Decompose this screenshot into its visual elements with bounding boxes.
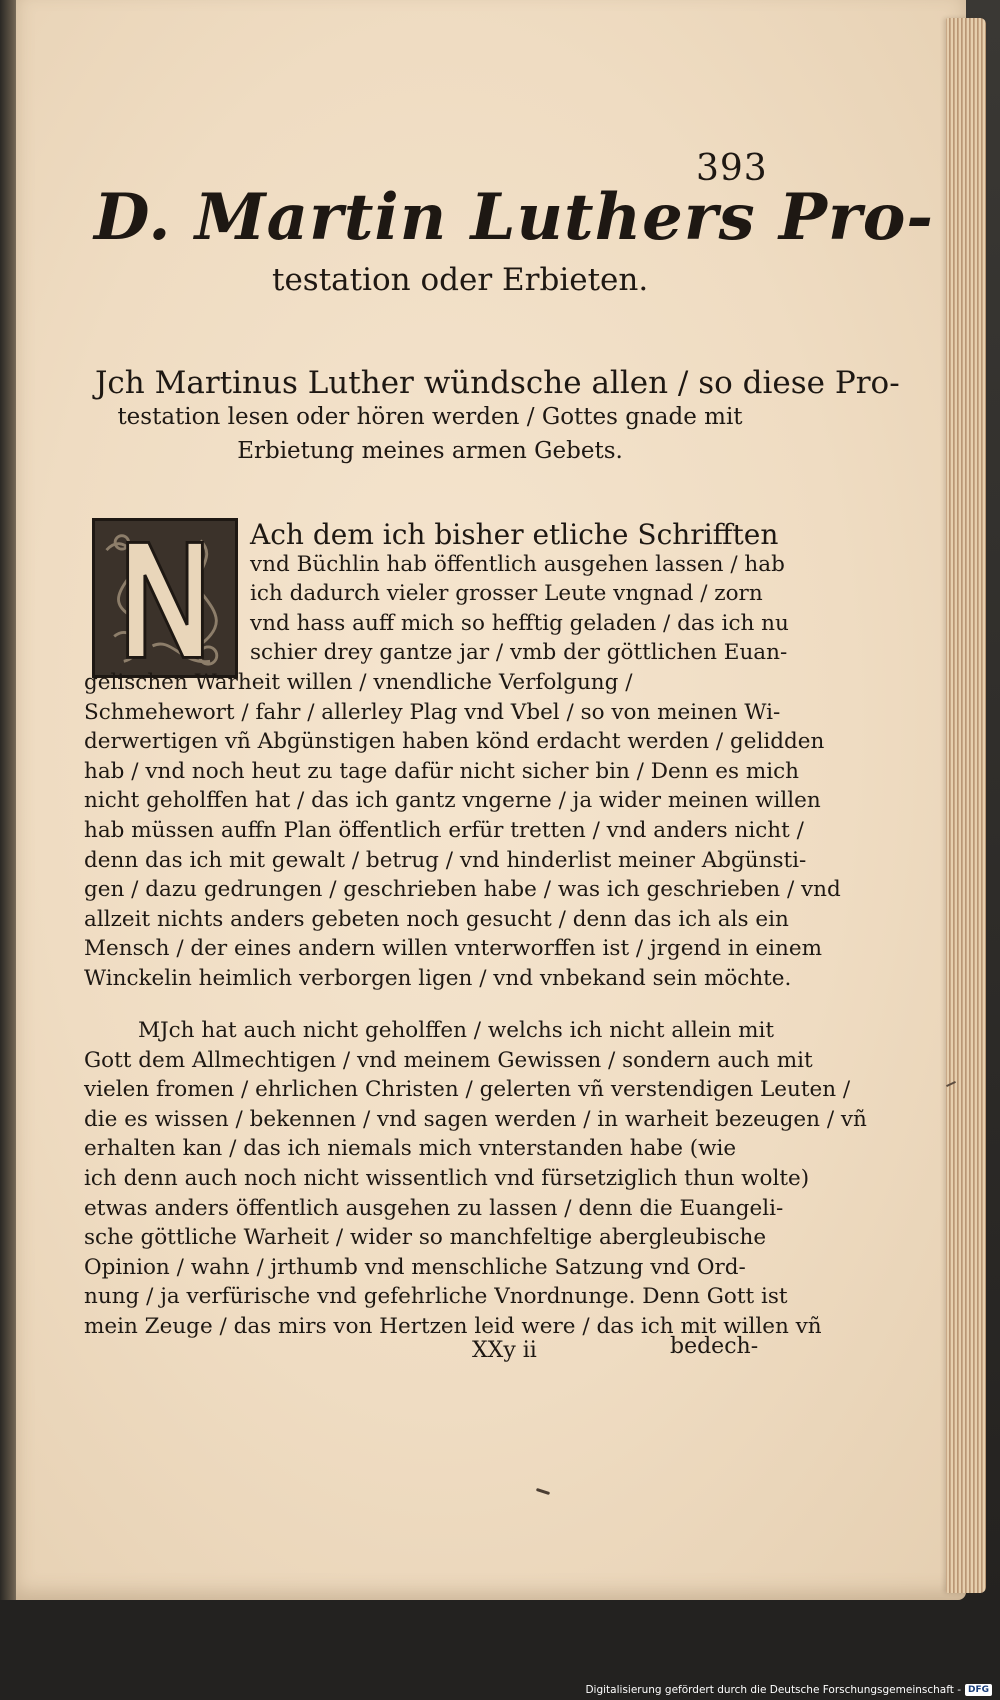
text-line: hab / vnd noch heut zu tage dafür nicht sicher bin / Denn es mich [84, 758, 799, 784]
catchword: bedech- [670, 1334, 759, 1359]
text-line: ich denn auch noch nicht wissentlich vnd fürsetziglich thun wolte) [84, 1165, 810, 1191]
text-line: MJch hat auch nicht geholffen / welchs ich nicht allein mit [138, 1018, 775, 1043]
text-line: Winckelin heimlich verborgen ligen / vnd vnbekand sein möchte. [84, 965, 792, 991]
page-stack-edge [946, 18, 986, 1593]
text-line: allzeit nichts anders gebeten noch gesucht / denn das ich als ein [84, 906, 789, 932]
text-line: schier drey gantze jar / vmb der göttlichen Euan- [250, 640, 788, 666]
text-line: vielen fromen / ehrlichen Christen / gelerten vñ verstendigen Leuten / [84, 1077, 851, 1103]
text-line: Gott dem Allmechtigen / vnd meinem Gewissen / sondern auch mit [84, 1047, 813, 1073]
paragraph-2 [84, 1016, 867, 1342]
title-line-1: D. Martin Luthers Pro- [94, 180, 934, 255]
text-line: nicht geholffen hat / das ich gantz vngerne / ja wider meinen willen [84, 788, 821, 814]
subheading-line: testation lesen oder hören werden / Gottes gnade mit [117, 404, 743, 430]
dfg-logo: DFG [965, 1684, 992, 1696]
page-number: 393 [696, 148, 768, 189]
text-line: vnd hass auff mich so hefftig geladen / das ich nu [250, 610, 789, 636]
subheading [95, 365, 900, 468]
text-line: sche göttliche Warheit / wider so manchfeltige abergleubische [84, 1225, 767, 1251]
digitization-credit [585, 1684, 992, 1696]
paragraph-1 [84, 668, 841, 994]
text-line: gelischen Warheit willen / vnendliche Verfolgung / [84, 670, 633, 695]
text-line: ich dadurch vieler grosser Leute vngnad / zorn [250, 581, 763, 607]
text-line: erhalten kan / das ich niemals mich vnterstanden habe (wie [84, 1136, 737, 1162]
text-line: nung / ja verfürische vnd gefehrliche Vnordnunge. Denn Gott ist [84, 1284, 788, 1310]
text-line: derwertigen vñ Abgünstigen haben könd erdacht werden / gelidden [84, 729, 825, 755]
text-line: vnd Büchlin hab öffentlich ausgehen lassen / hab [250, 551, 785, 577]
text-line: mein Zeuge / das mirs von Hertzen leid were / das ich mit willen vñ [84, 1313, 822, 1339]
text-line: etwas anders öffentlich ausgehen zu lassen / denn die Euangeli- [84, 1195, 784, 1221]
signature-mark: XXy ii [472, 1338, 537, 1363]
paragraph-1-beside-initial [84, 518, 789, 668]
subheading-line: Erbietung meines armen Gebets. [237, 438, 623, 464]
text-line: hab müssen auffn Plan öffentlich erfür tretten / vnd anders nicht / [84, 817, 804, 843]
subheading-line: Jch Martinus Luther wündsche allen / so diese Pro- [95, 365, 900, 401]
text-line: Schmehewort / fahr / allerley Plag vnd Vbel / so von meinen Wi- [84, 699, 781, 725]
text-line: Opinion / wahn / jrthumb vnd menschliche Satzung vnd Ord- [84, 1254, 746, 1280]
text-line: Ach dem ich bisher etliche Schrifften [250, 518, 779, 551]
text-line: gen / dazu gedrungen / geschrieben habe / was ich geschrieben / vnd [84, 877, 841, 903]
text-line: die es wissen / bekennen / vnd sagen werden / in warheit bezeugen / vñ [84, 1106, 867, 1132]
title-line-2: testation oder Erbieten. [272, 262, 649, 298]
text-line: Mensch / der eines andern willen vnterworffen ist / jrgend in einem [84, 936, 822, 962]
credit-text: Digitalisierung gefördert durch die Deutsche Forschungsgemeinschaft - [585, 1684, 961, 1696]
text-line: denn das ich mit gewalt / betrug / vnd hinderlist meiner Abgünsti- [84, 847, 807, 873]
